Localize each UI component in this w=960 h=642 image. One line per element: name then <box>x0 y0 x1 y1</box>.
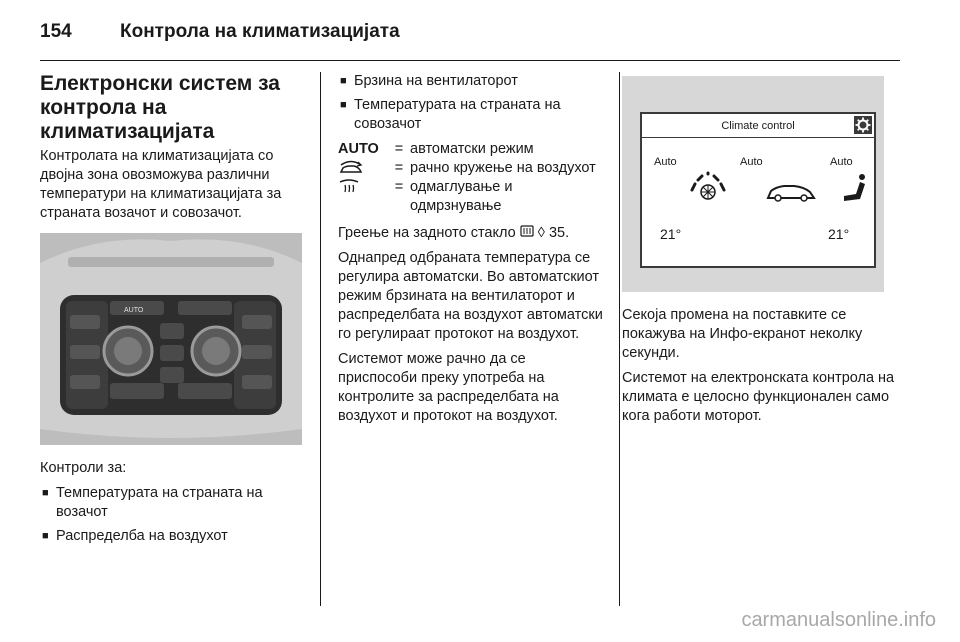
display-auto-right: Auto <box>830 156 853 168</box>
rear-window-paragraph: Греење на задното стакло ◊ 35. <box>338 225 570 241</box>
page-header <box>40 14 400 50</box>
bullet-icon: ■ <box>340 75 347 87</box>
panel-auto-label: AUTO <box>124 307 144 314</box>
info-display-screen <box>640 112 876 268</box>
header-rule <box>40 60 900 61</box>
page-reference[interactable]: 35. <box>548 225 570 241</box>
manual-mode-paragraph: Системот може рачно да се приспособи преку употреба на контролите за распределбата на воздухот и протокот на воздухот. <box>338 351 559 424</box>
controls-label: Контроли за: <box>40 460 127 476</box>
climate-control-panel-photo <box>40 233 302 445</box>
bullet-icon: ■ <box>42 530 49 542</box>
column-3 <box>622 72 904 432</box>
controls-list-2 <box>338 72 606 134</box>
display-auto-left: Auto <box>654 156 677 168</box>
gear-icon <box>854 116 872 134</box>
list-item: ■ Температурата на страната на совозачот <box>340 97 561 132</box>
section-title: Електронски систем за контрола на климатизацијата <box>40 72 280 143</box>
info-display-illustration <box>622 76 884 292</box>
intro-paragraph: Контролата на климатизацијата со двојна зона овозможува различни температури на климатизацијата за страната возачот и совозачот. <box>40 148 282 221</box>
page-number: 154 <box>40 21 72 42</box>
bullet-icon: ■ <box>42 487 49 499</box>
auto-mode-paragraph: Однапред одбраната температура се регулира автоматски. Во автоматскиот режим брзината на вентилаторот и распределбата на воздухот автоматски го регулираат протокот на воздухот. <box>338 250 603 342</box>
defrost-icon <box>338 178 360 194</box>
temperature-left: 21° <box>660 226 682 242</box>
controls-list-1 <box>40 484 302 546</box>
bullet-icon: ■ <box>340 99 347 111</box>
temperature-right: 21° <box>828 226 850 242</box>
list-item: ■ Распределба на воздухот <box>42 528 228 544</box>
definition-row: = рачно кружење на воздухот <box>338 159 606 178</box>
car-recirculation-icon <box>338 159 364 175</box>
definition-row: AUTO = автоматски режим <box>338 141 534 157</box>
definition-row: = одмаглување и одмрзнување <box>338 178 606 216</box>
control-panel-illustration <box>40 233 302 445</box>
column-1 <box>40 72 302 552</box>
list-item: ■ Брзина на вентилаторот <box>340 73 518 89</box>
column-divider-1 <box>320 72 321 606</box>
definition-key: AUTO <box>338 141 379 157</box>
page-header-title: Контрола на климатизацијата <box>120 21 400 42</box>
fan-speed-icon <box>688 170 728 204</box>
display-title: Climate control <box>642 114 874 138</box>
settings-icon <box>854 116 872 134</box>
definitions-table <box>338 140 606 216</box>
watermark: carmanualsonline.info <box>741 609 936 631</box>
car-air-distribution-icon <box>764 180 818 204</box>
engine-paragraph: Системот на електронската контрола на климата е целосно функционален само кога работи моторот. <box>622 370 895 424</box>
display-auto-mid: Auto <box>740 156 763 168</box>
page-reference-arrow-icon: ◊ <box>537 225 545 241</box>
column-divider-2 <box>619 72 620 606</box>
list-item: ■ Температурата на страната на возачот <box>42 485 263 520</box>
display-paragraph: Секоја промена на поставките се покажува на Инфо-екранот неколку секунди. <box>622 307 863 361</box>
rear-window-heater-icon <box>520 225 534 237</box>
column-2 <box>338 72 606 432</box>
seat-air-flow-icon <box>838 172 872 204</box>
